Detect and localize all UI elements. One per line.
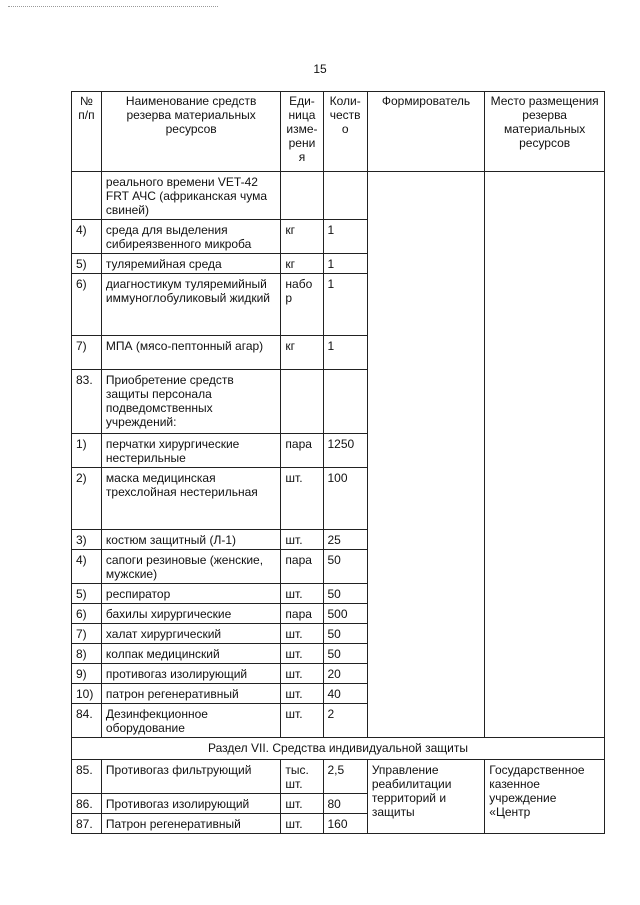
cell-unit: пара xyxy=(281,550,323,584)
cell-name: сапоги резиновые (женские, мужские) xyxy=(101,550,281,584)
cell-unit: кг xyxy=(281,336,323,370)
cell-name: противогаз изолирующий xyxy=(101,664,281,684)
page-number: 15 xyxy=(313,62,327,76)
cell-unit: кг xyxy=(281,220,323,254)
cell-num: 7) xyxy=(72,336,102,370)
cell-name: халат хирургический xyxy=(101,624,281,644)
header-qty: Коли-чество xyxy=(323,92,367,172)
cell-num xyxy=(72,172,102,220)
cell-num: 86. xyxy=(72,794,102,814)
cell-name: респиратор xyxy=(101,584,281,604)
cell-qty: 80 xyxy=(323,794,367,814)
cell-name: туляремийная среда xyxy=(101,254,281,274)
cell-qty: 1 xyxy=(323,336,367,370)
cell-num: 6) xyxy=(72,274,102,336)
cell-num: 4) xyxy=(72,220,102,254)
cell-num: 6) xyxy=(72,604,102,624)
cell-num: 83. xyxy=(72,370,102,434)
cell-qty: 160 xyxy=(323,814,367,834)
cell-num: 8) xyxy=(72,644,102,664)
table-row xyxy=(72,760,605,794)
cell-qty: 25 xyxy=(323,530,367,550)
scan-artifact-line xyxy=(8,6,218,7)
cell-unit: набор xyxy=(281,274,323,336)
cell-num: 84. xyxy=(72,704,102,738)
cell-former: Управление реабилитации территорий и защиты xyxy=(367,760,484,834)
header-num: № п/п xyxy=(72,92,102,172)
cell-name: патрон регенеративный xyxy=(101,684,281,704)
header-former: Формирователь xyxy=(367,92,484,172)
cell-name: диагностикум туляремийный иммуноглобуликовый жидкий xyxy=(101,274,281,336)
cell-unit: кг xyxy=(281,254,323,274)
cell-num: 4) xyxy=(72,550,102,584)
cell-num: 7) xyxy=(72,624,102,644)
cell-unit: шт. xyxy=(281,624,323,644)
cell-qty: 1250 xyxy=(323,434,367,468)
cell-name: костюм защитный (Л-1) xyxy=(101,530,281,550)
header-place: Место размещения резерва материальных ресурсов xyxy=(485,92,605,172)
cell-qty: 20 xyxy=(323,664,367,684)
cell-qty: 1 xyxy=(323,254,367,274)
cell-place-empty xyxy=(485,172,605,738)
cell-name: МПА (мясо-пептонный агар) xyxy=(101,336,281,370)
cell-unit: шт. xyxy=(281,814,323,834)
table-row xyxy=(72,172,605,220)
cell-unit: тыс. шт. xyxy=(281,760,323,794)
cell-unit xyxy=(281,370,323,434)
table-header-row xyxy=(72,92,605,172)
cell-num: 85. xyxy=(72,760,102,794)
cell-name: бахилы хирургические xyxy=(101,604,281,624)
cell-name: Противогаз изолирующий xyxy=(101,794,281,814)
cell-name: Дезинфекционное оборудование xyxy=(101,704,281,738)
cell-unit: шт. xyxy=(281,704,323,738)
cell-unit: пара xyxy=(281,604,323,624)
cell-name: Приобретение средств защиты персонала подведомственных учреждений: xyxy=(101,370,281,434)
cell-unit: шт. xyxy=(281,644,323,664)
cell-qty: 1 xyxy=(323,274,367,336)
cell-name: перчатки хирургические нестерильные xyxy=(101,434,281,468)
cell-name: колпак медицинский xyxy=(101,644,281,664)
cell-unit: шт. xyxy=(281,584,323,604)
cell-num: 5) xyxy=(72,584,102,604)
cell-num: 2) xyxy=(72,468,102,530)
cell-num: 87. xyxy=(72,814,102,834)
cell-qty: 2 xyxy=(323,704,367,738)
cell-unit: пара xyxy=(281,434,323,468)
cell-unit: шт. xyxy=(281,530,323,550)
cell-num: 10) xyxy=(72,684,102,704)
cell-qty: 500 xyxy=(323,604,367,624)
reserve-resources-table xyxy=(71,91,605,834)
cell-qty: 50 xyxy=(323,584,367,604)
cell-unit: шт. xyxy=(281,664,323,684)
cell-name: реального времени VET-42 FRT АЧС (африканская чума свиней) xyxy=(101,172,281,220)
cell-qty: 100 xyxy=(323,468,367,530)
cell-unit xyxy=(281,172,323,220)
cell-name: Патрон регенеративный xyxy=(101,814,281,834)
header-name: Наименование средств резерва материальных ресурсов xyxy=(101,92,281,172)
header-unit: Еди-ница изме-рения xyxy=(281,92,323,172)
cell-unit: шт. xyxy=(281,794,323,814)
cell-place: Государственное казенное учреждение «Центр xyxy=(485,760,605,834)
cell-qty xyxy=(323,370,367,434)
cell-qty: 50 xyxy=(323,644,367,664)
cell-qty xyxy=(323,172,367,220)
cell-num: 5) xyxy=(72,254,102,274)
cell-former-empty xyxy=(367,172,484,738)
cell-num: 3) xyxy=(72,530,102,550)
section-title: Раздел VII. Средства индивидуальной защиты xyxy=(72,738,605,760)
cell-qty: 2,5 xyxy=(323,760,367,794)
cell-num: 9) xyxy=(72,664,102,684)
cell-name: Противогаз фильтрующий xyxy=(101,760,281,794)
cell-num: 1) xyxy=(72,434,102,468)
cell-qty: 40 xyxy=(323,684,367,704)
cell-qty: 50 xyxy=(323,550,367,584)
cell-unit: шт. xyxy=(281,468,323,530)
cell-name: среда для выделения сибиреязвенного микроба xyxy=(101,220,281,254)
section-heading-row xyxy=(72,738,605,760)
cell-unit: шт. xyxy=(281,684,323,704)
cell-qty: 50 xyxy=(323,624,367,644)
cell-name: маска медицинская трехслойная нестерильная xyxy=(101,468,281,530)
cell-qty: 1 xyxy=(323,220,367,254)
